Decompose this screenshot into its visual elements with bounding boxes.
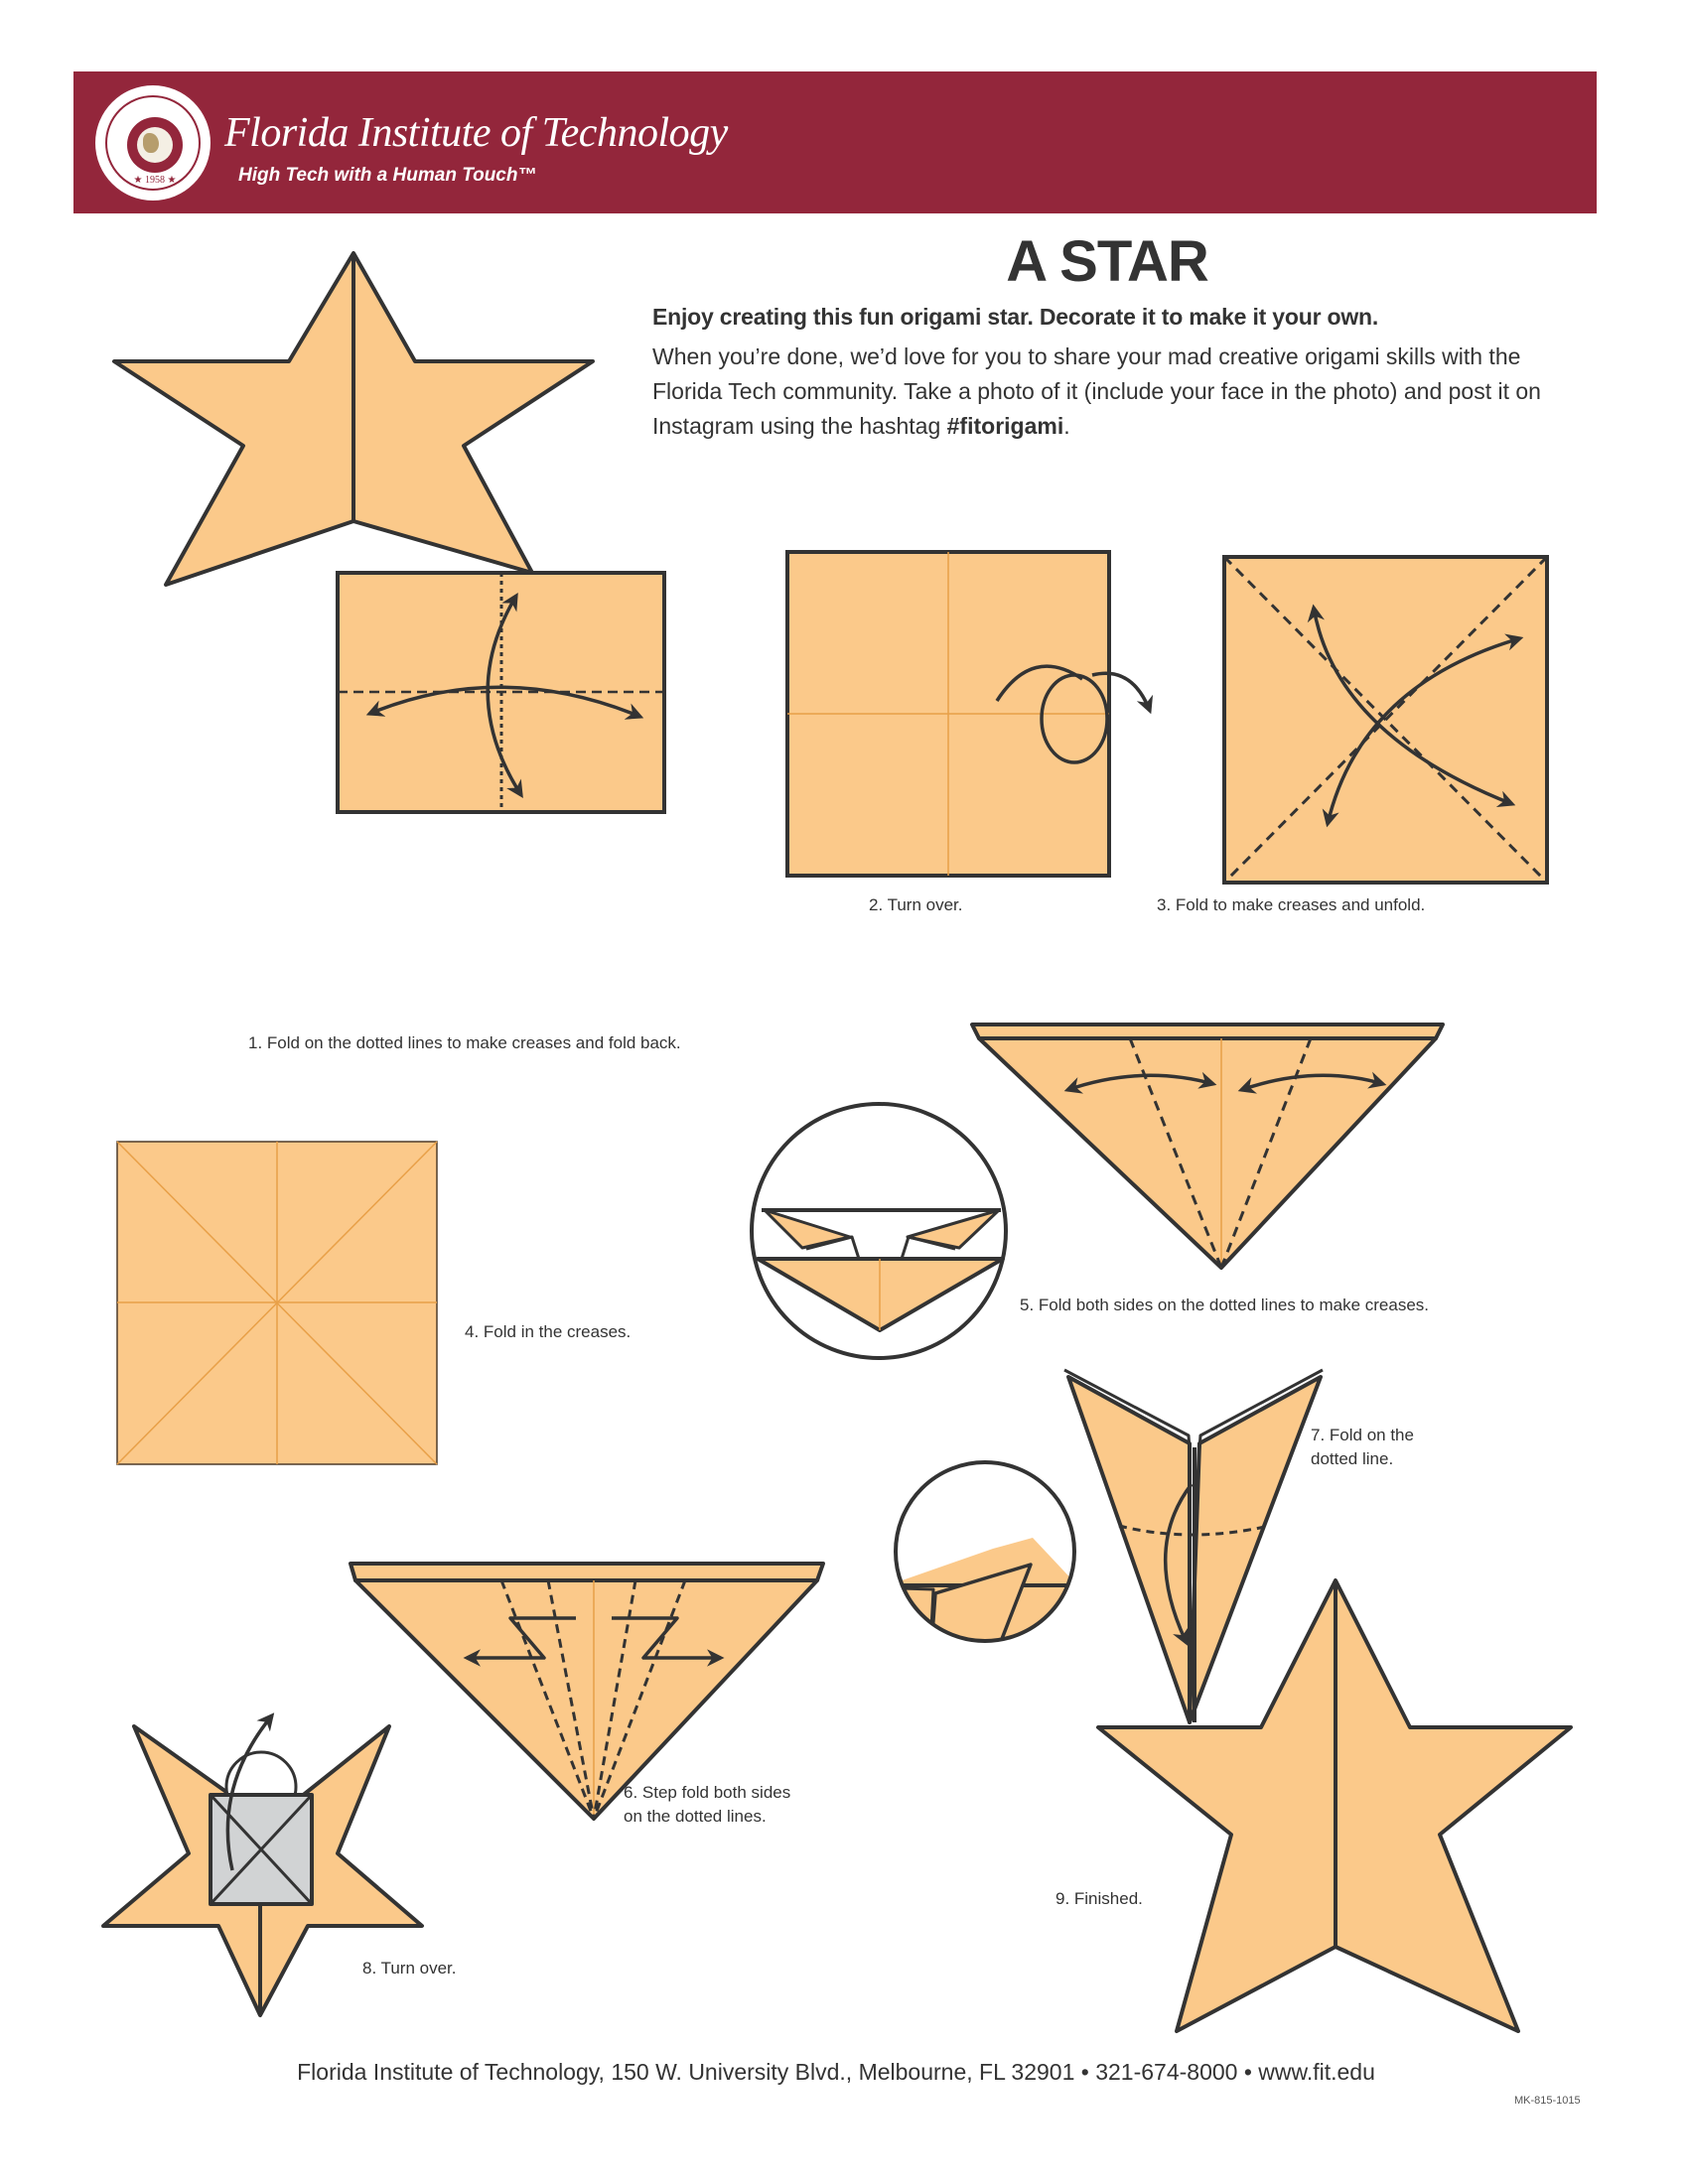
seal-year: ★ 1958 ★	[133, 175, 177, 186]
step-8-label: 8. Turn over.	[362, 1959, 457, 1978]
step-2-label: 2. Turn over.	[869, 895, 963, 914]
intro-body-text: When you’re done, we’d love for you to share your mad creative origami skills with the Florida Tech community. Take a photo of it (include your face in the photo) and post it on Instagram using the hashtag	[652, 343, 1541, 439]
step-7-label-line2: dotted line.	[1311, 1449, 1394, 1468]
step-4-illustration	[117, 1142, 437, 1464]
step-2-illustration	[787, 552, 1150, 876]
step-7-label	[1311, 1424, 1414, 1471]
step-6-label	[624, 1781, 790, 1829]
step-1-illustration	[338, 573, 664, 812]
step-7-label-line1: 7. Fold on the	[1311, 1426, 1414, 1444]
hero-star-illustration	[114, 253, 593, 585]
institution-tagline: High Tech with a Human Touch™	[238, 165, 537, 186]
step-7-illustration	[1064, 1370, 1323, 1722]
document-code: MK-815-1015	[1514, 2095, 1581, 2107]
step-6-label-line2: on the dotted lines.	[624, 1807, 767, 1826]
step-4-label: 4. Fold in the creases.	[465, 1322, 632, 1341]
step-3-illustration	[1224, 557, 1547, 883]
intro-body-end: .	[1063, 413, 1070, 439]
step-7-detail-circle	[894, 1462, 1077, 1688]
step-5-label: 5. Fold both sides on the dotted lines to make creases.	[1020, 1296, 1430, 1314]
step-6-label-line1: 6. Step fold both sides	[624, 1783, 791, 1802]
institution-name: Florida Institute of Technology	[224, 110, 728, 156]
hashtag: #fitorigami	[946, 413, 1064, 439]
step-5-detail-circle	[752, 1104, 1006, 1358]
step-9-label: 9. Finished.	[1055, 1889, 1143, 1908]
intro-lead: Enjoy creating this fun origami star. Decorate it to make it your own.	[652, 304, 1379, 330]
page-title: A STAR	[1006, 229, 1208, 294]
step-5-illustration	[972, 1024, 1443, 1268]
step-3-label: 3. Fold to make creases and unfold.	[1157, 895, 1426, 914]
footer-address: Florida Institute of Technology, 150 W. University Blvd., Melbourne, FL 32901 • 321-674-8000 • www.fit.edu	[297, 2059, 1375, 2085]
step-1-label: 1. Fold on the dotted lines to make creases and fold back.	[248, 1033, 681, 1052]
